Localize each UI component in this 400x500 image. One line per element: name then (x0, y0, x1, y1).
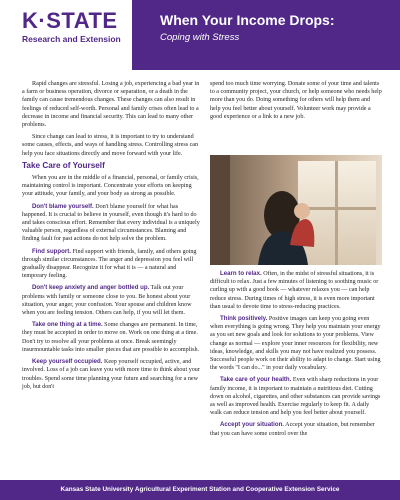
tip-text: Don't blame yourself for what has happened. It is crucial to believe in yourself, even though it's hard to do and takes conscious effort. Remember that every individual is a uniquely valuable person, regardless of external circumstances. Blaming and finding fault for past actions do not help solve the problem. (22, 203, 200, 243)
tip-lead: Find support. (32, 247, 71, 255)
photo-illustration (210, 155, 382, 265)
tip-text: Accept your situation, but remember that you can have some control over the (210, 422, 375, 437)
section-paragraph: When you are in the middle of a financial, personal, or family crisis, maintaining control is important. Concentrate your efforts on keeping your attitude, your family, and your body as strong as possible. (22, 175, 199, 198)
continued-paragraph: spend too much time worrying. Donate some of your time and talents to a community project, your church, or help someone who needs help more than you do. Doing something for others will help them and help you feel better about yourself. Volunteer work may provide a good experience or a link to a new job. (210, 81, 382, 120)
curtain (210, 155, 230, 265)
section-heading: Take Care of Yourself (22, 160, 105, 170)
child-head (294, 203, 310, 219)
tip-occupied (22, 358, 202, 391)
tip-lead: Take care of your health. (220, 376, 292, 384)
window-frame (335, 161, 338, 265)
logo-wordmark: K·STATE (22, 8, 118, 33)
tip-text: Talk out your problems with family or someone close to you. Be honest about your situation, your anger, your confusion. Your spouse and children know when you are feeling tension. Others can help, if you will let them. (22, 285, 192, 317)
photo-mother-child-window (210, 155, 382, 265)
left-column (22, 80, 202, 395)
tip-support (22, 248, 202, 281)
tip-lead: Accept your situation. (220, 421, 284, 429)
tip-positive (210, 315, 382, 372)
tip-text: Often, in the midst of stressful situations, it is difficult to relax. Just a few minutes of listening to soothing music or curling up with a good book — whatever relaxes you — can help reduce stress. During times of high stress, it is even more important than usual to devote time to stress-reducing practices. (210, 271, 379, 310)
tip-anxiety (22, 284, 202, 317)
tip-text: Positive images can keep you going even when everything is going wrong. They help you maintain your energy as you set new goals and look for solutions to your problems. View change as normal — explore your inner resources for flexibility, new ideas, knowledge, and skills you may not have realized you possess. Successful people work on their ability to adapt to change. Start using the words "I can do..." in your daily vocabulary. (210, 316, 381, 372)
footer (0, 480, 400, 500)
header (0, 0, 400, 70)
intro-paragraph-2: Since change can lead to stress, it is important to try to understand some causes, effects, and ways of handling stress. Controlling stress can help you face situations directly and move forward with your life. (22, 134, 199, 157)
tip-blame (22, 203, 202, 244)
tip-text: Find support with friends, family, and others going through similar circumstances. The anger and depression you feel will gradually disappear. Recognize it for what it is — a natural and temporary feeling. (22, 248, 197, 280)
right-column-lower (210, 270, 382, 442)
page-subtitle: Coping with Stress (160, 32, 240, 43)
page-title: When Your Income Drops: (160, 12, 335, 28)
tip-text: Some changes are permanent. In time, they must be accepted in order to move on. Work on one thing at a time. Don't try to resolve all your problems at once. Break seemingly insurmountable tasks into smaller pieces that are possible to accomplish. (22, 322, 200, 353)
title-band (132, 0, 400, 70)
intro-paragraph-1: Rapid changes are stressful. Losing a job, experiencing a bad year in a farm or business operation, divorce or separation, or a death in the family can cause tremendous changes. These changes can also result in feelings of reduced self-worth. Personal and family crises often lead to a decrease in income and financial security. This can lead to many other problems. (22, 81, 200, 129)
tip-lead: Take one thing at a time. (32, 321, 103, 329)
tip-text: Even with sharp reductions in your family income, it is important to maintain a nutritious diet. Cutting down on alcohol, cigarettes, and other substances can provide savings as well as improved health. Exercise regularly to keep fit. A daily walk can reduce tension and help you feel better about yourself. (210, 377, 381, 417)
tip-lead: Learn to relax. (220, 270, 262, 277)
kstate-logo (0, 0, 132, 70)
tip-lead: Don't keep anxiety and anger bottled up. (32, 284, 150, 292)
tip-one-thing (22, 321, 202, 354)
tip-lead: Keep yourself occupied. (32, 358, 103, 366)
tip-health (210, 376, 382, 417)
tip-lead: Don't blame yourself. (32, 202, 94, 210)
footer-text: Kansas State University Agricultural Experiment Station and Cooperative Extension Service (60, 486, 340, 493)
logo-subtitle: Research and Extension (22, 34, 121, 44)
tip-lead: Think positively. (220, 315, 268, 323)
tip-text: Keep yourself occupied, active, and involved. Loss of a job can leave you with more time to think about your troubles. Spend some time planning your future and searching for a new job, but don't (22, 359, 200, 390)
right-column-top (210, 80, 382, 125)
tip-accept (210, 421, 382, 437)
tip-relax (210, 270, 382, 311)
